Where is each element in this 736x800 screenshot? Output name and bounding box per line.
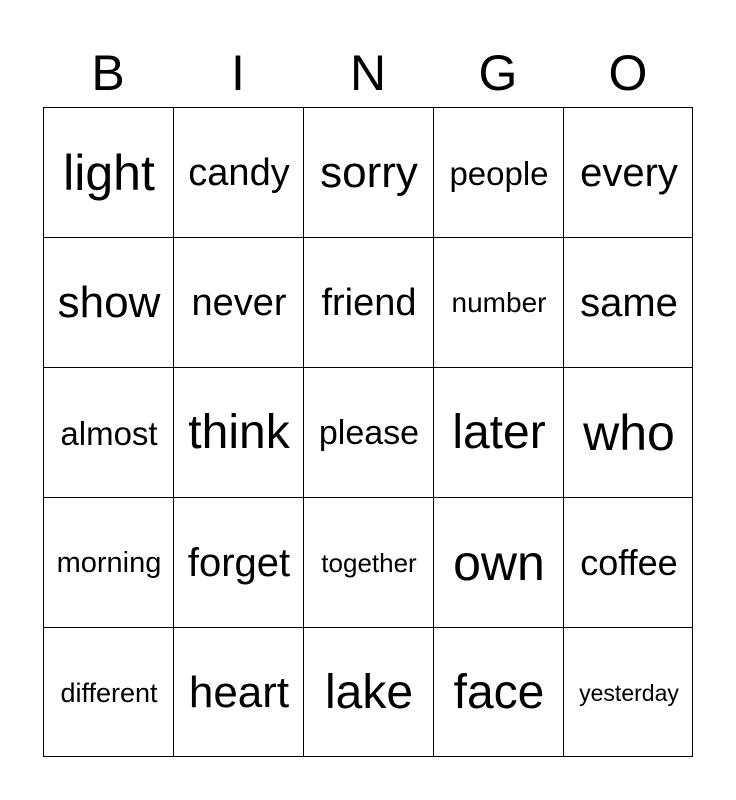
bingo-cell: never [191, 282, 287, 324]
bingo-cell: please [318, 414, 420, 452]
bingo-cell: think [188, 406, 290, 459]
bingo-cell: together [321, 548, 417, 578]
bingo-cell: people [449, 154, 549, 192]
bingo-cell: every [580, 151, 678, 195]
header-letter-g: G [478, 45, 518, 101]
bingo-cell: friend [321, 282, 417, 324]
bingo-cell: light [63, 145, 155, 201]
bingo-cell: who [583, 405, 675, 461]
header-letter-i: I [231, 45, 245, 101]
bingo-cell: later [452, 406, 546, 459]
bingo-cell: lake [324, 666, 414, 719]
bingo-cell: yesterday [579, 679, 679, 706]
bingo-cell: show [57, 278, 161, 327]
bingo-cell: same [580, 281, 678, 325]
header-letter-n: N [349, 45, 387, 101]
bingo-cell: candy [188, 152, 290, 194]
bingo-cell: almost [60, 414, 158, 452]
bingo-cell: sorry [320, 148, 418, 197]
bingo-cell: number [451, 287, 547, 318]
bingo-cell: forget [187, 541, 291, 585]
bingo-cell: heart [188, 668, 290, 717]
header-letter-b: B [91, 45, 125, 101]
bingo-cell: different [60, 677, 158, 708]
bingo-cell: coffee [580, 542, 678, 583]
header-letter-o: O [608, 45, 648, 101]
bingo-board [43, 107, 693, 757]
bingo-cell: face [453, 666, 545, 719]
bingo-cell: morning [56, 546, 162, 579]
bingo-cell: own [453, 535, 545, 591]
bingo-header [43, 40, 693, 106]
